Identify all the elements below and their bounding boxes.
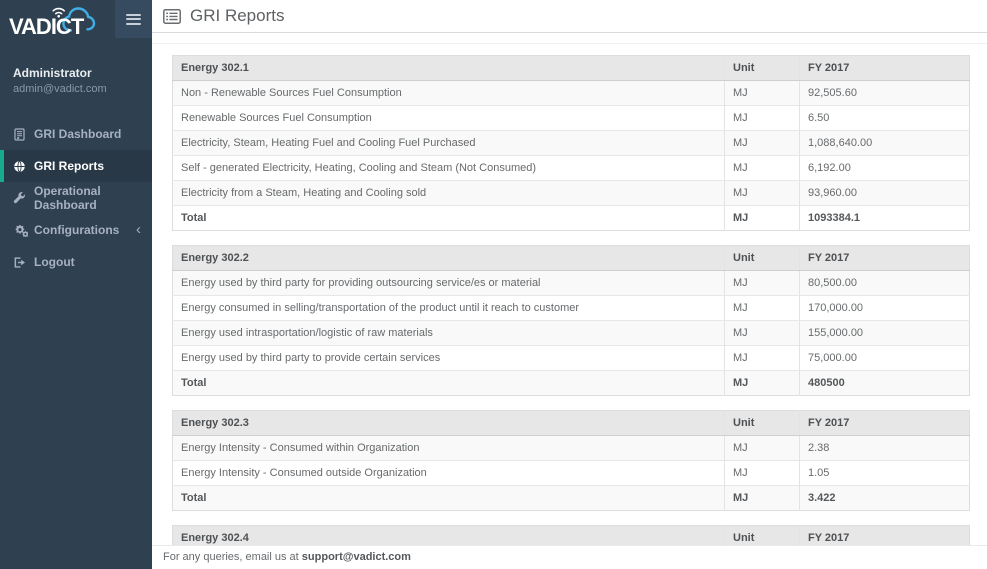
- table-header-row: [173, 411, 970, 436]
- metric-value: 75,000.00: [800, 346, 970, 371]
- metric-unit: MJ: [725, 436, 800, 461]
- metric-unit: MJ: [725, 346, 800, 371]
- table-header-row: [173, 56, 970, 81]
- metric-value: 155,000.00: [800, 321, 970, 346]
- column-header: Unit: [725, 411, 800, 436]
- sidebar-item-gri-dashboard[interactable]: [0, 118, 152, 150]
- table-title: Energy 302.1: [173, 56, 725, 81]
- report-table-energy-302-4: [172, 525, 970, 545]
- metric-value: 93,960.00: [800, 181, 970, 206]
- table-total-row: [173, 371, 970, 396]
- metric-value: 1,088,640.00: [800, 131, 970, 156]
- sidebar-item-gri-reports[interactable]: [0, 150, 152, 182]
- chevron-left-icon: ‹: [136, 221, 141, 238]
- table-row: [173, 436, 970, 461]
- table-title: Energy 302.2: [173, 246, 725, 271]
- cogs-icon: [13, 224, 34, 237]
- page-header: [152, 0, 987, 33]
- table-row: [173, 461, 970, 486]
- sidebar-item-label: GRI Reports: [34, 159, 105, 173]
- table-row: [173, 81, 970, 106]
- metric-name: Non - Renewable Sources Fuel Consumption: [173, 81, 725, 106]
- table-row: [173, 271, 970, 296]
- metric-unit: MJ: [725, 296, 800, 321]
- sidebar-item-label: Configurations: [34, 223, 120, 237]
- total-label: Total: [173, 371, 725, 396]
- column-header: Unit: [725, 526, 800, 546]
- sidebar-item-configurations[interactable]: [0, 214, 152, 246]
- total-unit: MJ: [725, 371, 800, 396]
- user-panel: [0, 47, 152, 95]
- column-header: FY 2017: [800, 411, 970, 436]
- tables-container: [172, 55, 970, 545]
- metric-value: 6,192.00: [800, 156, 970, 181]
- table-title: Energy 302.4: [173, 526, 725, 546]
- sidebar-item-operational-dashboard[interactable]: [0, 182, 152, 214]
- total-label: Total: [173, 486, 725, 511]
- globe-icon: [13, 160, 34, 173]
- brand-text: VADICT: [9, 14, 84, 39]
- page-title: GRI Reports: [190, 6, 285, 25]
- table-row: [173, 156, 970, 181]
- table-row: [173, 321, 970, 346]
- content-divider: [152, 43, 987, 44]
- report-table-energy-302-2: [172, 245, 970, 396]
- table-total-row: [173, 206, 970, 231]
- total-value: 3.422: [800, 486, 970, 511]
- table-row: [173, 131, 970, 156]
- footer-email: support@vadict.com: [301, 551, 411, 563]
- column-header: FY 2017: [800, 246, 970, 271]
- sidebar-item-label: GRI Dashboard: [34, 127, 122, 141]
- metric-name: Electricity, Steam, Heating Fuel and Cooling Fuel Purchased: [173, 131, 725, 156]
- metric-value: 92,505.60: [800, 81, 970, 106]
- total-value: 480500: [800, 371, 970, 396]
- metric-name: Energy consumed in selling/transportation of the product until it reach to customer: [173, 296, 725, 321]
- content-area: [152, 34, 987, 545]
- report-table-energy-302-3: [172, 410, 970, 511]
- table-row: [173, 346, 970, 371]
- brand-logo[interactable]: [7, 3, 113, 43]
- wifi-icon: [53, 9, 64, 11]
- metric-value: 6.50: [800, 106, 970, 131]
- metric-unit: MJ: [725, 321, 800, 346]
- table-row: [173, 296, 970, 321]
- report-table-energy-302-1: [172, 55, 970, 231]
- total-unit: MJ: [725, 206, 800, 231]
- table-row: [173, 106, 970, 131]
- column-header: Unit: [725, 246, 800, 271]
- sidebar-header: [0, 0, 152, 47]
- metric-unit: MJ: [725, 106, 800, 131]
- table-header-row: [173, 526, 970, 546]
- metric-unit: MJ: [725, 156, 800, 181]
- footer: [152, 545, 987, 569]
- column-header: Unit: [725, 56, 800, 81]
- metric-value: 2.38: [800, 436, 970, 461]
- metric-name: Energy used by third party for providing outsourcing service/es or material: [173, 271, 725, 296]
- table-row: [173, 181, 970, 206]
- metric-name: Energy Intensity - Consumed outside Organization: [173, 461, 725, 486]
- total-label: Total: [173, 206, 725, 231]
- sidebar-toggle-button[interactable]: [115, 0, 152, 38]
- sidebar: [0, 0, 152, 569]
- table-title: Energy 302.3: [173, 411, 725, 436]
- metric-name: Energy Intensity - Consumed within Organization: [173, 436, 725, 461]
- wrench-icon: [13, 192, 34, 205]
- metric-unit: MJ: [725, 131, 800, 156]
- logout-icon: [13, 256, 34, 269]
- hamburger-icon: [126, 11, 141, 27]
- total-unit: MJ: [725, 486, 800, 511]
- sidebar-nav: [0, 118, 152, 278]
- sidebar-item-logout[interactable]: [0, 246, 152, 278]
- metric-value: 170,000.00: [800, 296, 970, 321]
- metric-unit: MJ: [725, 271, 800, 296]
- metric-name: Energy used by third party to provide certain services: [173, 346, 725, 371]
- report-icon: [163, 9, 181, 24]
- total-value: 1093384.1: [800, 206, 970, 231]
- sidebar-item-label: Operational Dashboard: [34, 184, 101, 212]
- main-area: [152, 0, 987, 569]
- metric-unit: MJ: [725, 461, 800, 486]
- table-header-row: [173, 246, 970, 271]
- metric-name: Electricity from a Steam, Heating and Cooling sold: [173, 181, 725, 206]
- metric-value: 80,500.00: [800, 271, 970, 296]
- user-email: admin@vadict.com: [13, 83, 107, 95]
- footer-text: For any queries, email us at: [163, 551, 302, 563]
- metric-name: Renewable Sources Fuel Consumption: [173, 106, 725, 131]
- metric-name: Self - generated Electricity, Heating, Cooling and Steam (Not Consumed): [173, 156, 725, 181]
- metric-value: 1.05: [800, 461, 970, 486]
- metric-unit: MJ: [725, 81, 800, 106]
- metric-unit: MJ: [725, 181, 800, 206]
- dashboard-icon: [13, 128, 34, 141]
- user-name: Administrator: [13, 66, 92, 80]
- column-header: FY 2017: [800, 56, 970, 81]
- sidebar-item-label: Logout: [34, 255, 75, 269]
- metric-name: Energy used intrasportation/logistic of raw materials: [173, 321, 725, 346]
- table-total-row: [173, 486, 970, 511]
- column-header: FY 2017: [800, 526, 970, 546]
